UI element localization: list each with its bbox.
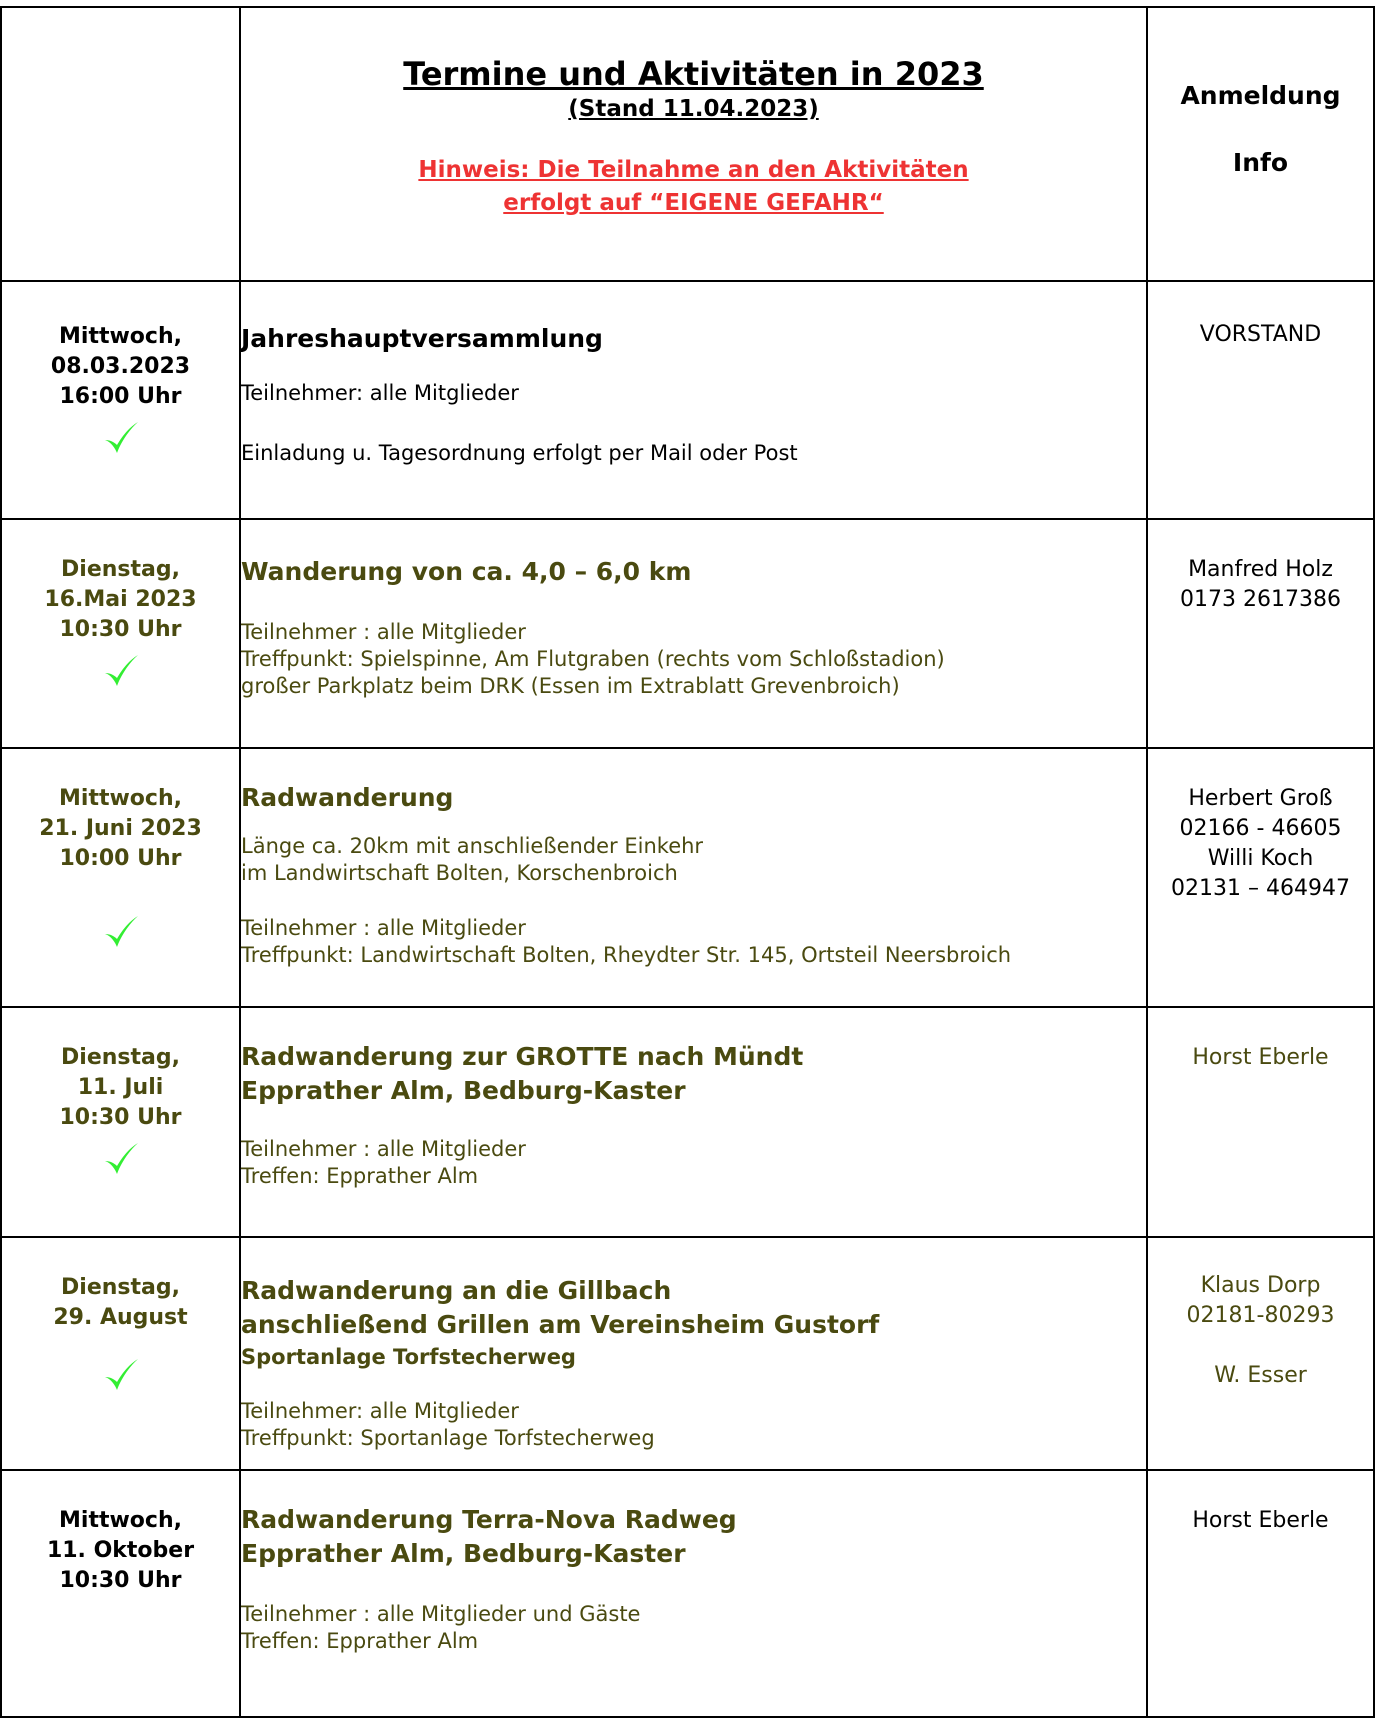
checkmark-icon xyxy=(101,912,141,952)
table-row xyxy=(1,1237,1374,1470)
schedule-table xyxy=(0,6,1375,1718)
event-info-cell: Herbert Groß 02166 - 46605 Willi Koch 02131 – 464947 xyxy=(1147,748,1374,1007)
event-main-cell: Jahreshauptversammlung Teilnehmer: alle Mitglieder Einladung u. Tagesordnung erfolgt per Mail oder Post xyxy=(240,281,1147,519)
event-title: Radwanderung zur GROTTE nach Mündt Epprather Alm, Bedburg-Kaster xyxy=(241,1042,804,1105)
event-main-cell: Radwanderung Länge ca. 20km mit anschließender Einkehr im Landwirtschaft Bolten, Korschenbroich Teilnehmer : alle Mitglieder Treffpunkt: Landwirtschaft Bolten, Rheydter Str. 145, Ortsteil Neersbroich xyxy=(240,748,1147,1007)
column-heading-anmeldung: Anmeldung xyxy=(1180,81,1341,110)
checkmark-icon xyxy=(101,418,141,458)
safety-note: Hinweis: Die Teilnahme an den Aktivitäten erfolgt auf “EIGENE GEFAHR“ xyxy=(418,157,969,216)
checkmark-icon xyxy=(101,651,141,691)
event-date-cell: Dienstag, 16.Mai 2023 10:30 Uhr xyxy=(1,519,240,748)
event-info-cell: Klaus Dorp 02181-80293 W. Esser xyxy=(1147,1237,1374,1470)
status-date: (Stand 11.04.2023) xyxy=(568,96,819,122)
event-info-cell: Horst Eberle xyxy=(1147,1007,1374,1237)
event-title: Radwanderung xyxy=(241,783,454,812)
table-row xyxy=(1,748,1374,1007)
event-title: Radwanderung Terra-Nova Radweg Epprather Alm, Bedburg-Kaster xyxy=(241,1505,737,1568)
header-info-cell xyxy=(1147,7,1374,281)
column-heading-info: Info xyxy=(1232,148,1289,177)
event-main-cell: Radwanderung an die Gillbach anschließend Grillen am Vereinsheim Gustorf Sportanlage Torfstecherweg Teilnehmer: alle Mitglieder Treffpunkt: Sportanlage Torfstecherweg xyxy=(240,1237,1147,1470)
event-date-cell: Dienstag, 11. Juli 10:30 Uhr xyxy=(1,1007,240,1237)
event-main-cell: Radwanderung Terra-Nova Radweg Epprather Alm, Bedburg-Kaster Teilnehmer : alle Mitglieder und Gäste Treffen: Epprather Alm xyxy=(240,1470,1147,1717)
event-title: Jahreshauptversammlung xyxy=(241,324,603,353)
header-row xyxy=(1,7,1374,281)
event-info-cell: VORSTAND xyxy=(1147,281,1374,519)
event-date-cell: Mittwoch, 08.03.2023 16:00 Uhr xyxy=(1,281,240,519)
table-row xyxy=(1,1470,1374,1717)
event-info-cell: Horst Eberle xyxy=(1147,1470,1374,1717)
table-row xyxy=(1,1007,1374,1237)
event-main-cell: Wanderung von ca. 4,0 – 6,0 km Teilnehmer : alle Mitglieder Treffpunkt: Spielspinne, Am Flutgraben (rechts vom Schloßstadion) großer Parkplatz beim DRK (Essen im Extrablatt Grevenbroich) xyxy=(240,519,1147,748)
event-date-cell: Dienstag, 29. August xyxy=(1,1237,240,1470)
event-title: Radwanderung an die Gillbach anschließend Grillen am Vereinsheim Gustorf Sportanlage Torfstecherweg xyxy=(241,1276,880,1369)
event-main-cell: Radwanderung zur GROTTE nach Mündt Epprather Alm, Bedburg-Kaster Teilnehmer : alle Mitglieder Treffen: Epprather Alm xyxy=(240,1007,1147,1237)
event-title: Wanderung von ca. 4,0 – 6,0 km xyxy=(241,557,692,586)
page-title: Termine und Aktivitäten in 2023 xyxy=(403,55,984,93)
table-row xyxy=(1,281,1374,519)
checkmark-icon xyxy=(101,1139,141,1179)
event-date-cell: Mittwoch, 21. Juni 2023 10:00 Uhr xyxy=(1,748,240,1007)
event-date-cell: Mittwoch, 11. Oktober 10:30 Uhr xyxy=(1,1470,240,1717)
event-info-cell: Manfred Holz 0173 2617386 xyxy=(1147,519,1374,748)
header-empty-cell xyxy=(1,7,240,281)
checkmark-icon xyxy=(101,1355,141,1395)
table-row xyxy=(1,519,1374,748)
header-main-cell xyxy=(240,7,1147,281)
